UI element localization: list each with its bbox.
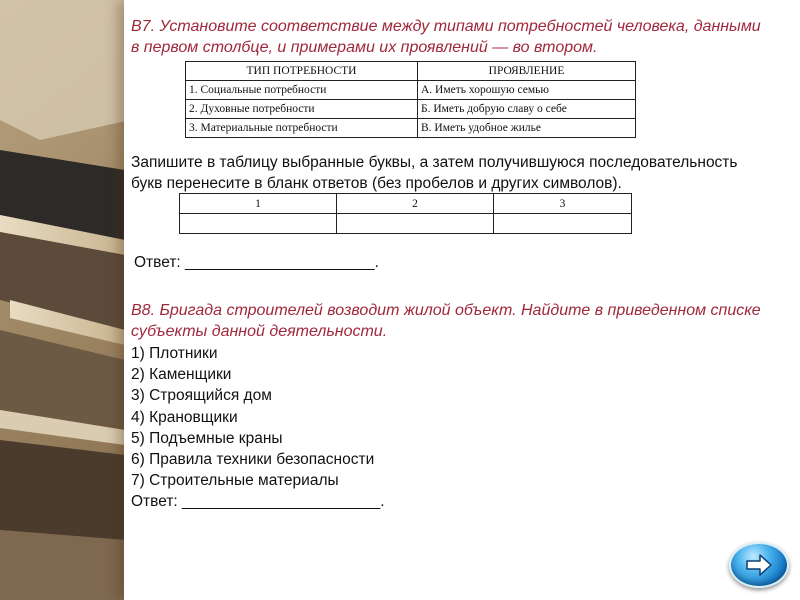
needs-table-header-type: ТИП ПОТРЕБНОСТИ xyxy=(186,62,418,81)
answer-cell-1[interactable] xyxy=(180,214,337,234)
needs-table-header-manifestation: ПРОЯВЛЕНИЕ xyxy=(418,62,636,81)
question-b7-heading: В7. Установите соответствие между типами потребностей человека, данными в первом столбце, и примерами их проявлений — во втором. xyxy=(131,18,761,56)
b8-options-list xyxy=(131,343,385,513)
table-row xyxy=(186,100,636,119)
need-type-cell: 3. Материальные потребности xyxy=(186,119,418,138)
answer-cell-3[interactable] xyxy=(494,214,632,234)
list-item: 5) Подъемные краны xyxy=(131,429,283,447)
answer-table-header-2: 2 xyxy=(337,194,494,214)
needs-table xyxy=(185,61,636,138)
table-row xyxy=(186,119,636,138)
arrow-right-icon xyxy=(745,554,773,576)
answer-table-header-1: 1 xyxy=(180,194,337,214)
table-row xyxy=(186,81,636,100)
list-item: 2) Каменщики xyxy=(131,366,232,384)
list-item: 6) Правила техники безопасности xyxy=(131,451,375,469)
next-slide-button[interactable] xyxy=(729,542,789,588)
list-item: 1) Плотники xyxy=(131,345,218,362)
need-type-cell: 1. Социальные потребности xyxy=(186,81,418,100)
question-b8-heading: В8. Бригада строителей возводит жилой объект. Найдите в приведенном списке субъекты данной деятельности. xyxy=(131,302,761,340)
list-item: 4) Крановщики xyxy=(131,408,238,426)
answer-cell-2[interactable] xyxy=(337,214,494,234)
b8-answer-line: Ответ: _______________________. xyxy=(131,493,385,511)
manifestation-cell: Б. Иметь добрую славу о себе xyxy=(418,100,636,119)
b7-instruction: Запишите в таблицу выбранные буквы, а затем получившуюся последовательность букв перенесите в бланк ответов (без пробелов и других символов). xyxy=(131,154,738,192)
answer-table-header-3: 3 xyxy=(494,194,632,214)
need-type-cell: 2. Духовные потребности xyxy=(186,100,418,119)
list-item: 3) Строящийся дом xyxy=(131,387,272,405)
manifestation-cell: А. Иметь хорошую семью xyxy=(418,81,636,100)
answer-table xyxy=(179,193,632,234)
manifestation-cell: В. Иметь удобное жилье xyxy=(418,119,636,138)
b7-answer-line: Ответ: ______________________. xyxy=(134,254,379,271)
list-item: 7) Строительные материалы xyxy=(131,472,339,490)
